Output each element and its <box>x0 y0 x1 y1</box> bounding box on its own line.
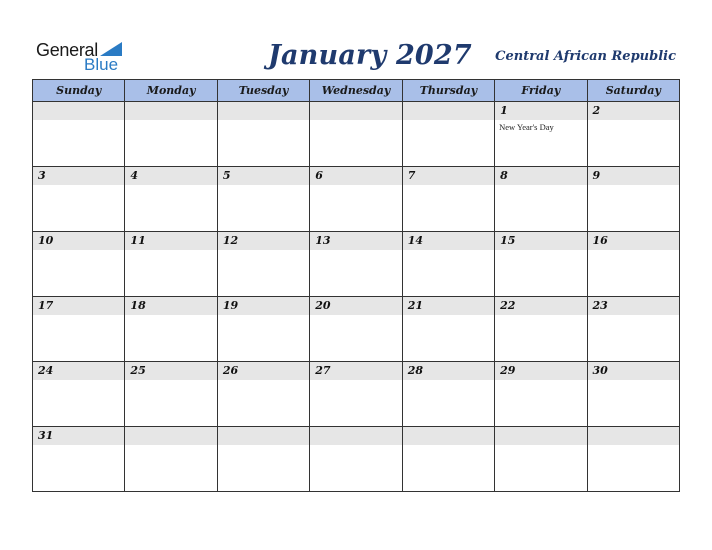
day-number: 17 <box>33 297 124 315</box>
calendar-grid <box>32 79 680 492</box>
day-cell[interactable] <box>125 297 217 362</box>
day-number <box>125 102 216 120</box>
day-number <box>218 102 309 120</box>
day-cell[interactable] <box>402 102 494 167</box>
day-cell[interactable] <box>125 167 217 232</box>
week-row <box>33 232 680 297</box>
day-cell[interactable] <box>217 362 309 427</box>
day-number <box>125 427 216 445</box>
day-number <box>403 102 494 120</box>
day-number: 28 <box>403 362 494 380</box>
logo-text-blue: Blue <box>84 55 119 74</box>
day-cell[interactable] <box>587 297 679 362</box>
day-number <box>310 102 401 120</box>
day-cell[interactable] <box>495 167 587 232</box>
day-cell[interactable] <box>587 102 679 167</box>
day-cell[interactable] <box>33 427 125 492</box>
calendar-title: January 2027 <box>268 40 472 71</box>
day-cell[interactable] <box>587 167 679 232</box>
week-row <box>33 427 680 492</box>
day-cell[interactable] <box>587 232 679 297</box>
day-cell[interactable] <box>402 297 494 362</box>
day-cell[interactable] <box>125 427 217 492</box>
day-number: 27 <box>310 362 401 380</box>
day-cell[interactable] <box>402 362 494 427</box>
day-cell[interactable] <box>402 167 494 232</box>
day-number: 9 <box>588 167 679 185</box>
day-cell[interactable] <box>310 297 402 362</box>
day-number: 8 <box>495 167 586 185</box>
day-number: 1 <box>495 102 586 120</box>
weekday-wednesday: Wednesday <box>310 80 402 102</box>
day-number <box>403 427 494 445</box>
day-cell[interactable] <box>217 232 309 297</box>
day-cell[interactable] <box>125 232 217 297</box>
week-row <box>33 167 680 232</box>
day-cell[interactable] <box>125 102 217 167</box>
day-cell[interactable] <box>402 427 494 492</box>
day-cell[interactable] <box>125 362 217 427</box>
weekday-monday: Monday <box>125 80 217 102</box>
weekday-sunday: Sunday <box>33 80 125 102</box>
day-number: 24 <box>33 362 124 380</box>
week-row <box>33 297 680 362</box>
day-number: 10 <box>33 232 124 250</box>
day-number: 13 <box>310 232 401 250</box>
day-number: 21 <box>403 297 494 315</box>
day-number: 26 <box>218 362 309 380</box>
weekday-friday: Friday <box>495 80 587 102</box>
day-cell[interactable] <box>495 102 587 167</box>
day-cell[interactable] <box>310 102 402 167</box>
day-cell[interactable] <box>33 167 125 232</box>
day-number: 16 <box>588 232 679 250</box>
day-number: 6 <box>310 167 401 185</box>
day-cell[interactable] <box>310 427 402 492</box>
logo-text-general: General <box>36 40 98 60</box>
day-cell[interactable] <box>217 102 309 167</box>
day-cell[interactable] <box>495 232 587 297</box>
weekday-header-row <box>33 80 680 102</box>
day-number <box>495 427 586 445</box>
weekday-tuesday: Tuesday <box>217 80 309 102</box>
generalblue-logo <box>36 40 131 76</box>
day-number: 23 <box>588 297 679 315</box>
day-number <box>218 427 309 445</box>
day-number <box>33 102 124 120</box>
day-cell[interactable] <box>495 427 587 492</box>
day-number: 15 <box>495 232 586 250</box>
day-cell[interactable] <box>310 362 402 427</box>
day-cell[interactable] <box>33 232 125 297</box>
day-number: 7 <box>403 167 494 185</box>
day-cell[interactable] <box>587 362 679 427</box>
day-number: 5 <box>218 167 309 185</box>
day-cell[interactable] <box>587 427 679 492</box>
day-number: 22 <box>495 297 586 315</box>
day-cell[interactable] <box>310 232 402 297</box>
day-number: 14 <box>403 232 494 250</box>
calendar-body <box>33 102 680 492</box>
day-number: 29 <box>495 362 586 380</box>
day-cell[interactable] <box>217 297 309 362</box>
day-number: 12 <box>218 232 309 250</box>
logo-flag-icon <box>100 42 122 56</box>
day-number: 2 <box>588 102 679 120</box>
day-cell[interactable] <box>495 297 587 362</box>
day-cell[interactable] <box>217 167 309 232</box>
day-cell[interactable] <box>310 167 402 232</box>
day-cell[interactable] <box>33 362 125 427</box>
day-number: 30 <box>588 362 679 380</box>
day-number <box>310 427 401 445</box>
day-number: 25 <box>125 362 216 380</box>
day-number: 3 <box>33 167 124 185</box>
day-cell[interactable] <box>33 102 125 167</box>
day-number: 18 <box>125 297 216 315</box>
weekday-saturday: Saturday <box>587 80 679 102</box>
country-name: Central African Republic <box>495 49 676 64</box>
day-cell[interactable] <box>217 427 309 492</box>
day-cell[interactable] <box>33 297 125 362</box>
day-number: 4 <box>125 167 216 185</box>
holiday-label: New Year's Day <box>499 122 554 132</box>
day-number: 31 <box>33 427 124 445</box>
day-number <box>588 427 679 445</box>
day-number: 11 <box>125 232 216 250</box>
week-row <box>33 102 680 167</box>
day-cell[interactable] <box>495 362 587 427</box>
day-number: 19 <box>218 297 309 315</box>
week-row <box>33 362 680 427</box>
day-cell[interactable] <box>402 232 494 297</box>
weekday-thursday: Thursday <box>402 80 494 102</box>
day-number: 20 <box>310 297 401 315</box>
